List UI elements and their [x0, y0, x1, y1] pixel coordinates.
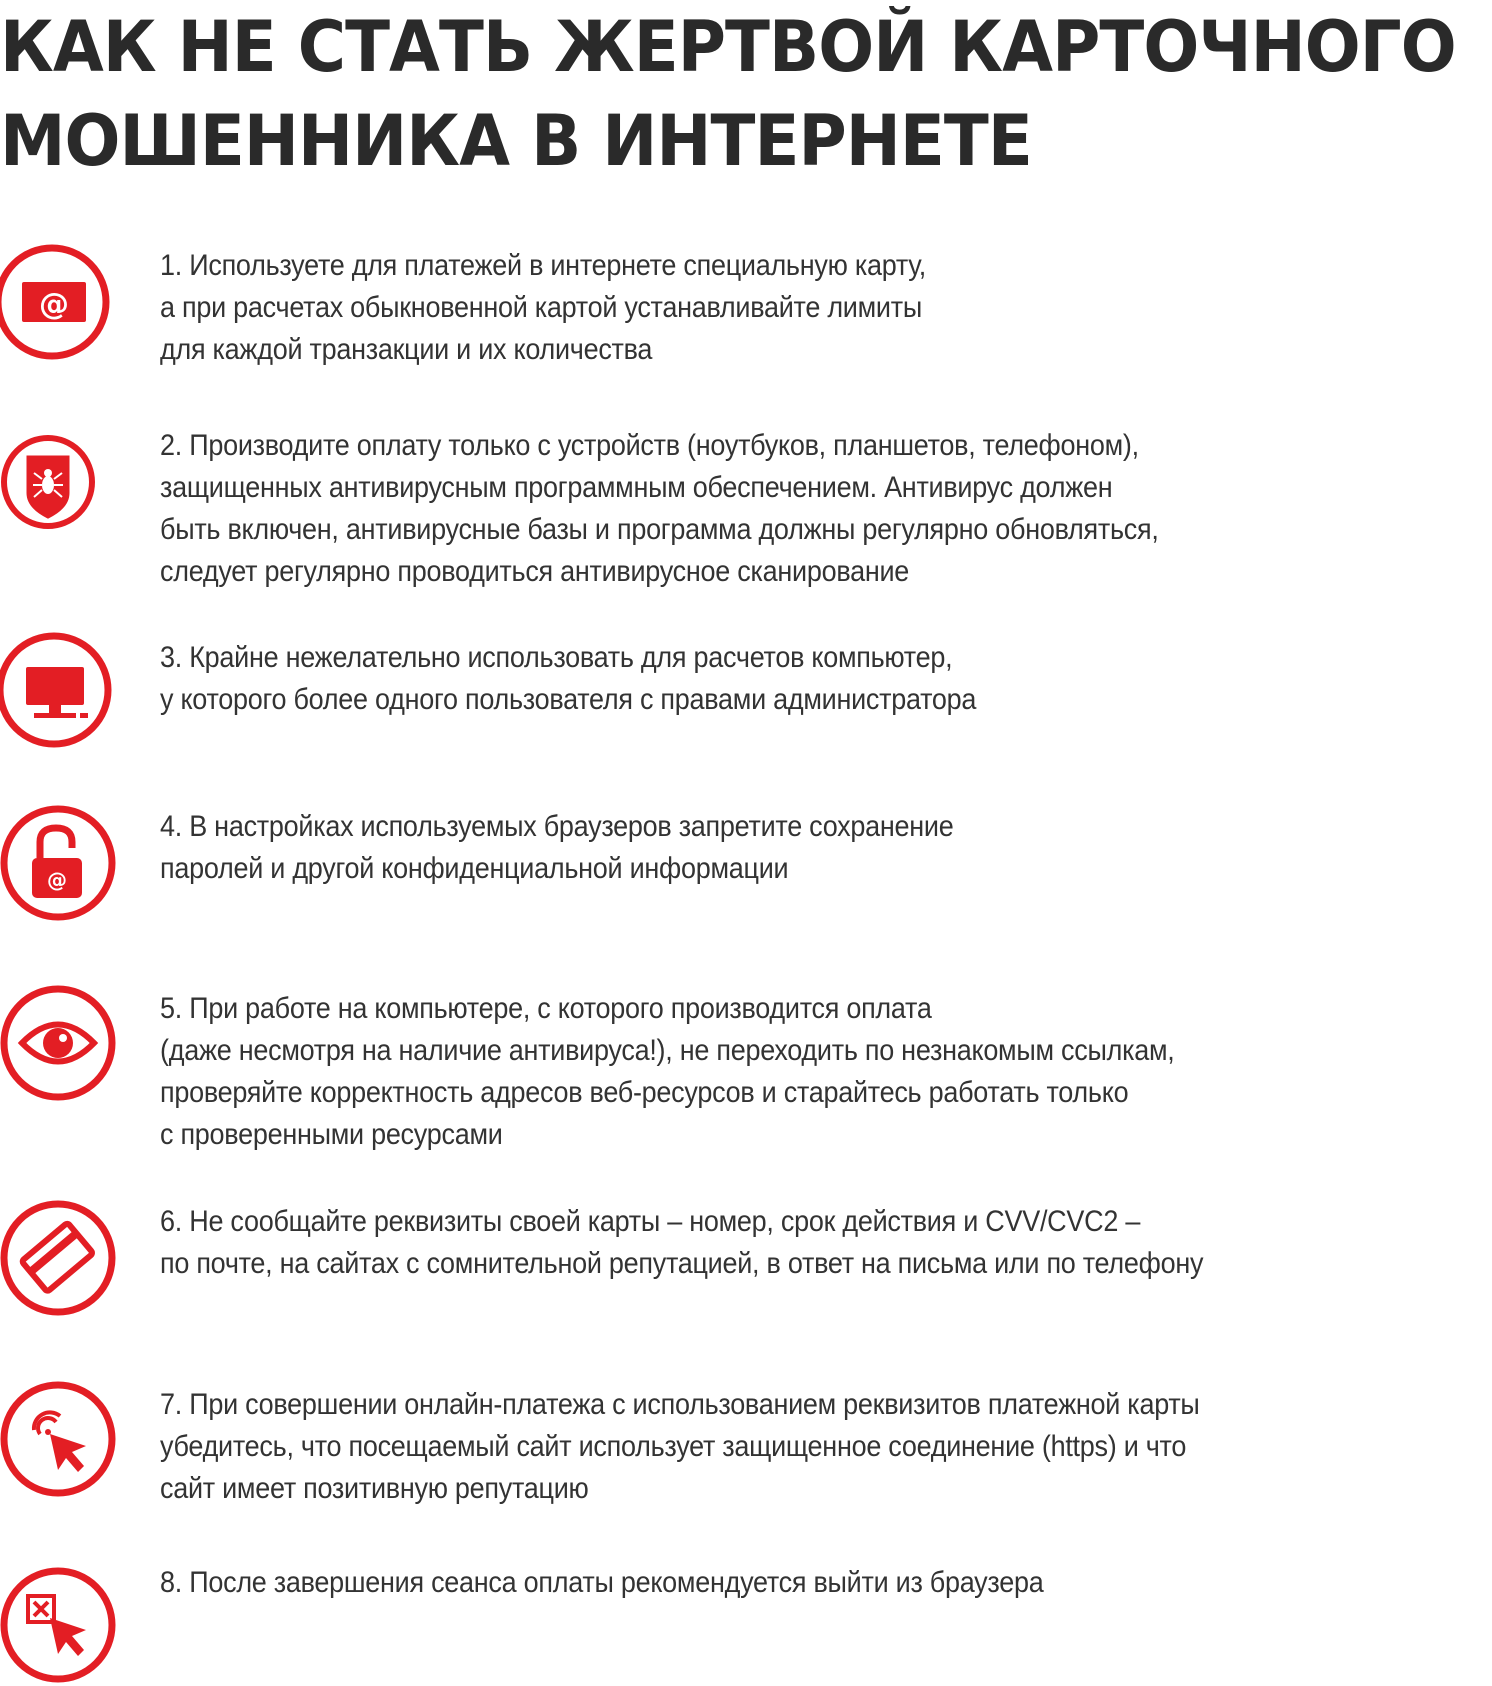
padlock-icon	[0, 804, 118, 922]
svg-text:@: @	[39, 287, 69, 322]
tip-1-line-3: для каждой транзакции и их количества	[160, 333, 653, 366]
tip-text-1	[160, 245, 1480, 371]
tip-text-2	[160, 425, 1480, 593]
tip-5-line-4: с проверенными ресурсами	[160, 1118, 503, 1151]
email-card-icon	[0, 243, 118, 361]
tip-2-line-4: следует регулярно проводиться антивирусное сканирование	[160, 555, 910, 588]
title-line-2: МОШЕННИКА В ИНТЕРНЕТЕ	[0, 100, 1032, 182]
tip-2-line-3: быть включен, антивирусные базы и программа должны регулярно обновляться,	[160, 513, 1159, 546]
eye-icon	[0, 984, 118, 1102]
tip-2-line-2: защищенных антивирусным программным обеспечением. Антивирус должен	[160, 471, 1113, 504]
tip-5-line-3: проверяйте корректность адресов веб-ресурсов и старайтесь работать только	[160, 1076, 1129, 1109]
tip-3-line-2: у которого более одного пользователя с правами администратора	[160, 683, 977, 716]
tip-text-7	[160, 1384, 1480, 1510]
tip-1-line-1: 1. Используете для платежей в интернете специальную карту,	[160, 249, 927, 282]
tip-6-line-1: 6. Не сообщайте реквизиты своей карты – номер, срок действия и CVV/CVC2 –	[160, 1205, 1141, 1238]
page-title	[0, 0, 1456, 188]
tip-4-line-2: паролей и другой конфиденциальной информации	[160, 852, 789, 885]
cursor-click-icon	[0, 1380, 118, 1498]
tip-text-3	[160, 637, 1480, 721]
tip-text-4	[160, 806, 1480, 890]
tip-7-line-2: убедитесь, что посещаемый сайт использует защищенное соединение (https) и что	[160, 1430, 1187, 1463]
tip-4-line-1: 4. В настройках используемых браузеров запретите сохранение	[160, 810, 954, 843]
tip-8-line-1: 8. После завершения сеанса оплаты рекомендуется выйти из браузера	[160, 1566, 1044, 1599]
tip-2-line-1: 2. Производите оплату только с устройств (ноутбуков, планшетов, телефоном),	[160, 429, 1139, 462]
tip-6-line-2: по почте, на сайтах с сомнительной репутацией, в ответ на письма или по телефону	[160, 1247, 1204, 1280]
title-line-1: КАК НЕ СТАТЬ ЖЕРТВОЙ КАРТОЧНОГО	[0, 6, 1456, 88]
tip-5-line-1: 5. При работе на компьютере, с которого производится оплата	[160, 992, 932, 1025]
tip-7-line-1: 7. При совершении онлайн-платежа с использованием реквизитов платежной карты	[160, 1388, 1200, 1421]
svg-text:@: @	[47, 868, 67, 892]
tip-5-line-2: (даже несмотря на наличие антивируса!), не переходить по незнакомым ссылкам,	[160, 1034, 1175, 1067]
tip-1-line-2: а при расчетах обыкновенной картой устанавливайте лимиты	[160, 291, 922, 324]
tip-text-8	[160, 1562, 1480, 1604]
tip-7-line-3: сайт имеет позитивную репутацию	[160, 1472, 589, 1505]
shield-bug-icon	[0, 423, 118, 541]
tip-text-5	[160, 988, 1480, 1156]
tip-text-6	[160, 1201, 1480, 1285]
close-window-cursor-icon	[0, 1566, 118, 1684]
bank-card-icon	[0, 1199, 118, 1317]
computer-monitor-icon	[0, 631, 118, 749]
tip-3-line-1: 3. Крайне нежелательно использовать для расчетов компьютер,	[160, 641, 953, 674]
